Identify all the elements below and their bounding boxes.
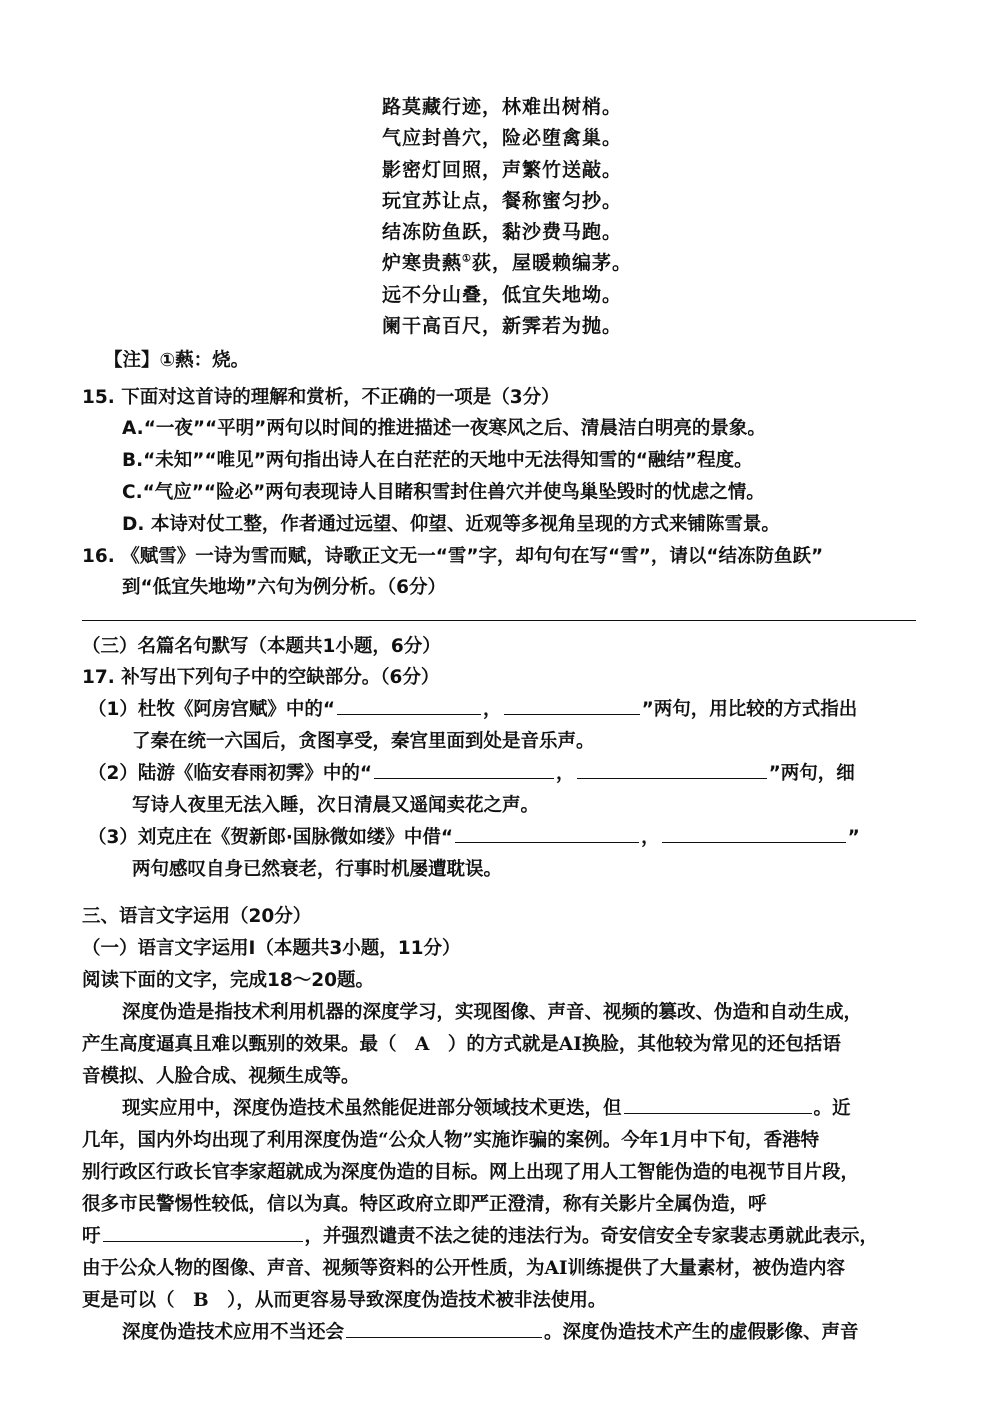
q15-option-b: B.“未知”“唯见”两句指出诗人在白茫茫的天地中无法得知雪的“融结”程度。	[122, 450, 753, 471]
answer-blank[interactable]	[624, 1095, 812, 1114]
divider	[82, 620, 916, 621]
answer-blank[interactable]	[103, 1223, 303, 1242]
q17-text: （3）刘克庄在《贺新郎·国脉微如缕》中借“	[88, 827, 454, 848]
para-text: 深度伪造技术应用不当还会	[122, 1322, 345, 1343]
poem-line-part: 荻，屋暖赖编茅。	[471, 252, 632, 275]
answer-blank[interactable]	[346, 1319, 542, 1338]
para1-line: 音模拟、人脸合成、视频生成等。	[82, 1066, 360, 1087]
q17-stem: 17. 补写出下列句子中的空缺部分。（6分）	[82, 667, 440, 688]
para-text: ，并强烈谴责不法之徒的违法行为。奇安信安全专家裴志勇就此表示，	[304, 1226, 879, 1247]
section-3-heading: （三）名篇名句默写（本题共1小题，6分）	[82, 636, 441, 657]
poem-line: 远不分山叠，低宜失地坳。	[382, 283, 623, 306]
answer-blank[interactable]	[577, 760, 767, 779]
q17-text: ”两句，用比较的方式指出	[641, 699, 858, 720]
poem-line: 影密灯回照，声繁竹送敲。	[382, 158, 623, 181]
q17-item-1	[88, 695, 857, 721]
q17-item-1-cont: 了秦在统一六国后，贪图享受，秦宫里面到处是音乐声。	[132, 731, 595, 752]
q17-item-2	[88, 759, 855, 785]
poem-line: 路莫藏行迹，林难出树梢。	[382, 96, 623, 118]
para-text: 现实应用中，深度伪造技术虽然能促进部分领域技术更迭，但	[122, 1098, 622, 1119]
poem-line	[382, 248, 642, 279]
para2-line: 别行政区行政长官李家超就成为深度伪造的目标。网上出现了用人工智能伪造的电视节目片段，	[82, 1162, 860, 1183]
para2-line: 很多市民警惕性较低，信以为真。特区政府立即严正澄清，称有关影片全属伪造，呼	[82, 1194, 767, 1215]
answer-blank[interactable]	[455, 824, 639, 843]
para3-line-1	[122, 1318, 859, 1344]
reading-instruction: 阅读下面的文字，完成18～20题。	[82, 970, 374, 991]
q15-option-c: C.“气应”“险必”两句表现诗人目睹积雪封住兽穴并使鸟巢坠毁时的忧虑之情。	[122, 482, 765, 503]
poem-note: 【注】①爇：烧。	[104, 350, 250, 371]
poem	[382, 92, 642, 342]
q17-item-3	[88, 823, 860, 849]
poem-line: 结冻防鱼跃，黏沙费马跑。	[382, 221, 623, 244]
q17-text: ”两句，细	[768, 763, 855, 784]
para-text: 。深度伪造技术产生的虚假影像、声音	[544, 1322, 859, 1343]
para2-line: 由于公众人物的图像、声音、视频等资料的公开性质，为AI训练提供了大量素材，被伪造内容	[82, 1258, 846, 1279]
q15-option-d: D. 本诗对仗工整，作者通过远望、仰望、近观等多视角呈现的方式来铺陈雪景。	[122, 514, 780, 535]
para2-line: 几年，国内外均出现了利用深度伪造“公众人物”实施诈骗的案例。今年1月中下旬，香港特	[82, 1130, 820, 1151]
para1-line: 产生高度逼真且难以甄别的效果。最（ A ）的方式就是AI换脸，其他较为常见的还包括语	[82, 1034, 841, 1055]
q17-text: ”	[847, 827, 860, 848]
part-3-heading: 三、语言文字运用（20分）	[82, 906, 312, 927]
q17-item-3-cont: 两句感叹自身已然衰老，行事时机屡遭耽误。	[132, 859, 503, 880]
q17-text: （1）杜牧《阿房宫赋》中的“	[88, 699, 336, 720]
para-text: 吁	[82, 1226, 101, 1247]
q15-option-a: A.“一夜”“平明”两句以时间的推进描述一夜寒风之后、清晨洁白明亮的景象。	[122, 418, 766, 439]
subsection-1-heading: （一）语言文字运用Ⅰ（本题共3小题，11分）	[82, 938, 461, 959]
para2-line-5	[82, 1222, 878, 1248]
para1-line: 深度伪造是指技术利用机器的深度学习，实现图像、声音、视频的篡改、伪造和自动生成，	[122, 1002, 863, 1023]
poem-line-part: 炉寒贵爇	[382, 252, 463, 275]
para2-line: 更是可以（ B ），从而更容易导致深度伪造技术被非法使用。	[82, 1290, 607, 1311]
q16-line-1: 16. 《赋雪》一诗为雪而赋，诗歌正文无一“雪”字，却句句在写“雪”，请以“结冻防鱼跃”	[82, 546, 824, 567]
q17-text: ，	[556, 763, 575, 784]
q17-text: ，	[641, 827, 660, 848]
q17-text: （2）陆游《临安春雨初霁》中的“	[88, 763, 373, 784]
q17-item-2-cont: 写诗人夜里无法入睡，次日清晨又遥闻卖花之声。	[132, 795, 540, 816]
poem-line: 玩宜苏让点，餐称蜜匀抄。	[382, 189, 623, 212]
para-text: 。近	[813, 1098, 851, 1119]
q16-line-2: 到“低宜失地坳”六句为例分析。（6分）	[122, 577, 446, 598]
q15-stem: 15. 下面对这首诗的理解和赏析，不正确的一项是（3分）	[82, 387, 560, 408]
answer-blank[interactable]	[337, 696, 481, 715]
poem-line: 阑干高百尺，新霁若为抛。	[382, 315, 623, 338]
answer-blank[interactable]	[504, 696, 640, 715]
q17-text: ，	[483, 699, 502, 720]
answer-blank[interactable]	[374, 760, 554, 779]
poem-line: 气应封兽穴，险必堕禽巢。	[382, 127, 623, 150]
footnote-marker: ①	[462, 254, 472, 266]
para2-line-1	[122, 1094, 851, 1120]
answer-blank[interactable]	[662, 824, 846, 843]
